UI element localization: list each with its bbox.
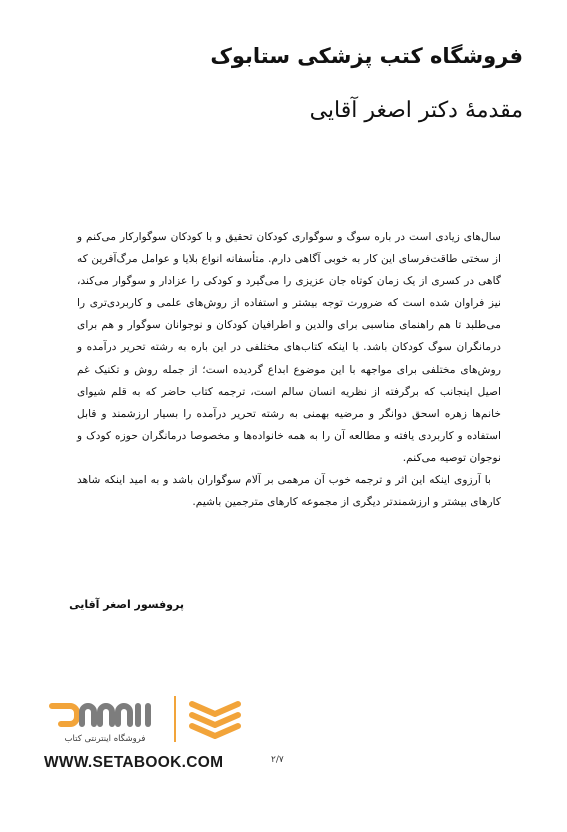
page-number: ۲/۷ <box>271 755 284 765</box>
store-title: فروشگاه کتب پزشکی ستابوک <box>210 44 523 68</box>
paragraph: سال‌های زیادی است در باره سوگ و سوگواری کودکان تحقیق و با کودکان سوگوارکار می‌کنم و از سختی طاقت‌فرسای این کار به خوبی آگاهی دارم. متأسفانه انواع بلایا و عوامل مرگ‌آفرین که گاهی در کسری از یک زمان کوتاه جان عزیزی را می‌گیرد و کودکی را عزادار و سوگوار می‌کند، نیز فراوان شده است که ضرورت توجه بیشتر و استفاده از روش‌های علمی و کاربردی‌تری را می‌طلبد تا هم راهنمای مناسبی برای والدین و اطرافیان کودکان و نوجوانان سوگوار و هم برای درمانگران سوگ کودکان باشد. با اینکه کتاب‌های مختلفی در این باره به رشته تحریر درآمده و روش‌های مختلفی برای مواجهه با این موضوع ابداع گردیده است؛ از جمله روش و تکنیک غم اصیل اینجانب که برگرفته از نظریه انسان سالم است، ترجمه کتاب حاضر که به قلم شیوای خانم‌ها زهره اسحق دوانگر و مرضیه بهمنی به رشته تحریر درآمده را بسیار ارزشمند و قابل استفاده و کاربردی یافته و مطالعه آن را به همه خانواده‌ها و مخصوصا درمانگران حوزه کودک و نوجوان توصیه می‌کنم. <box>77 230 501 464</box>
setabook-wordmark-logo <box>44 698 162 734</box>
logo-divider <box>174 696 176 742</box>
page-heading: مقدمهٔ دکتر اصغر آقایی <box>309 98 523 123</box>
paragraph: با آرزوی اینکه این اثر و ترجمه خوب آن مرهمی بر آلام سوگواران باشد و به امید اینکه شاهد کارهای بیشتر و ارزشمندتر دیگری از مجموعه کارهای مترجمین باشیم. <box>77 473 501 509</box>
logo-tagline: فروشگاه اینترنتی کتاب <box>64 734 146 744</box>
book-stack-icon <box>188 694 242 744</box>
body-text <box>77 226 501 513</box>
signature: پروفسور اصغر آقایی <box>69 598 184 611</box>
website-url: WWW.SETABOOK.COM <box>44 754 224 771</box>
setabook-logo <box>44 690 244 750</box>
